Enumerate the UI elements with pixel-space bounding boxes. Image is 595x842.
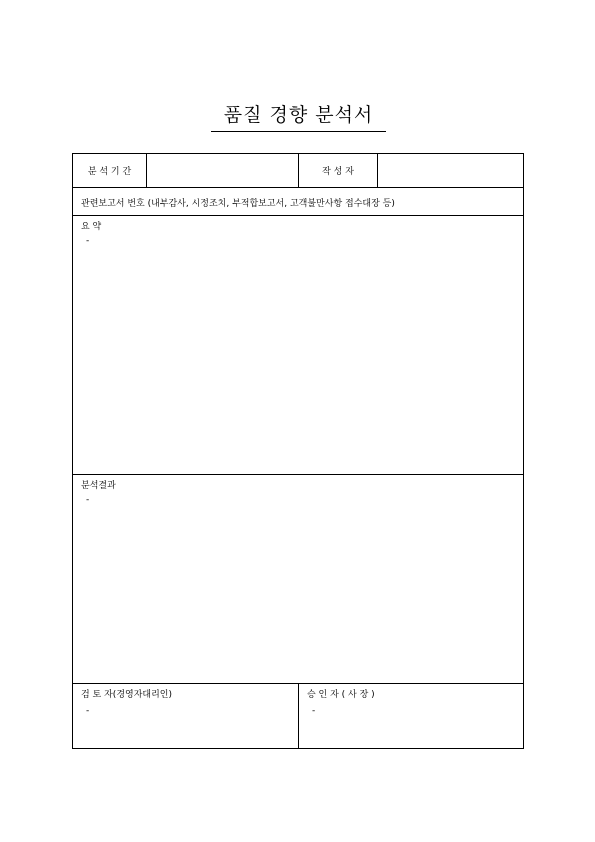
analysis-result-section[interactable] [73,475,523,684]
approver-content: - [312,706,316,716]
analysis-form [72,153,524,749]
author-label-cell [299,154,378,187]
analysis-result-label: 분석결과 [81,481,116,491]
author-value-field[interactable] [378,154,524,187]
reviewer-cell[interactable] [73,684,299,748]
analysis-result-content: - [86,495,90,505]
related-reports-label: 관련보고서 번호 (내부감사, 시정조치, 부적합보고서, 고객불만사항 접수대장 등) [81,199,395,209]
summary-content: - [86,236,90,246]
related-reports-row [73,188,523,216]
header-row [73,154,523,188]
period-value [147,154,298,187]
reviewer-content: - [86,706,90,716]
summary-section[interactable] [73,216,523,475]
reviewer-label: 검 토 자(경영자대리인) [81,690,172,700]
author-value [378,154,524,187]
period-label-cell [73,154,147,187]
author-label: 작 성 자 [322,167,354,177]
signoff-row [73,684,523,748]
period-value-field[interactable] [147,154,299,187]
period-label: 분 석 기 간 [87,167,132,177]
document-title: 품질 경향 분석서 [211,101,386,132]
approver-cell[interactable] [299,684,524,748]
summary-label: 요 약 [81,222,102,232]
approver-label: 승 인 자 ( 사 장 ) [307,690,375,700]
